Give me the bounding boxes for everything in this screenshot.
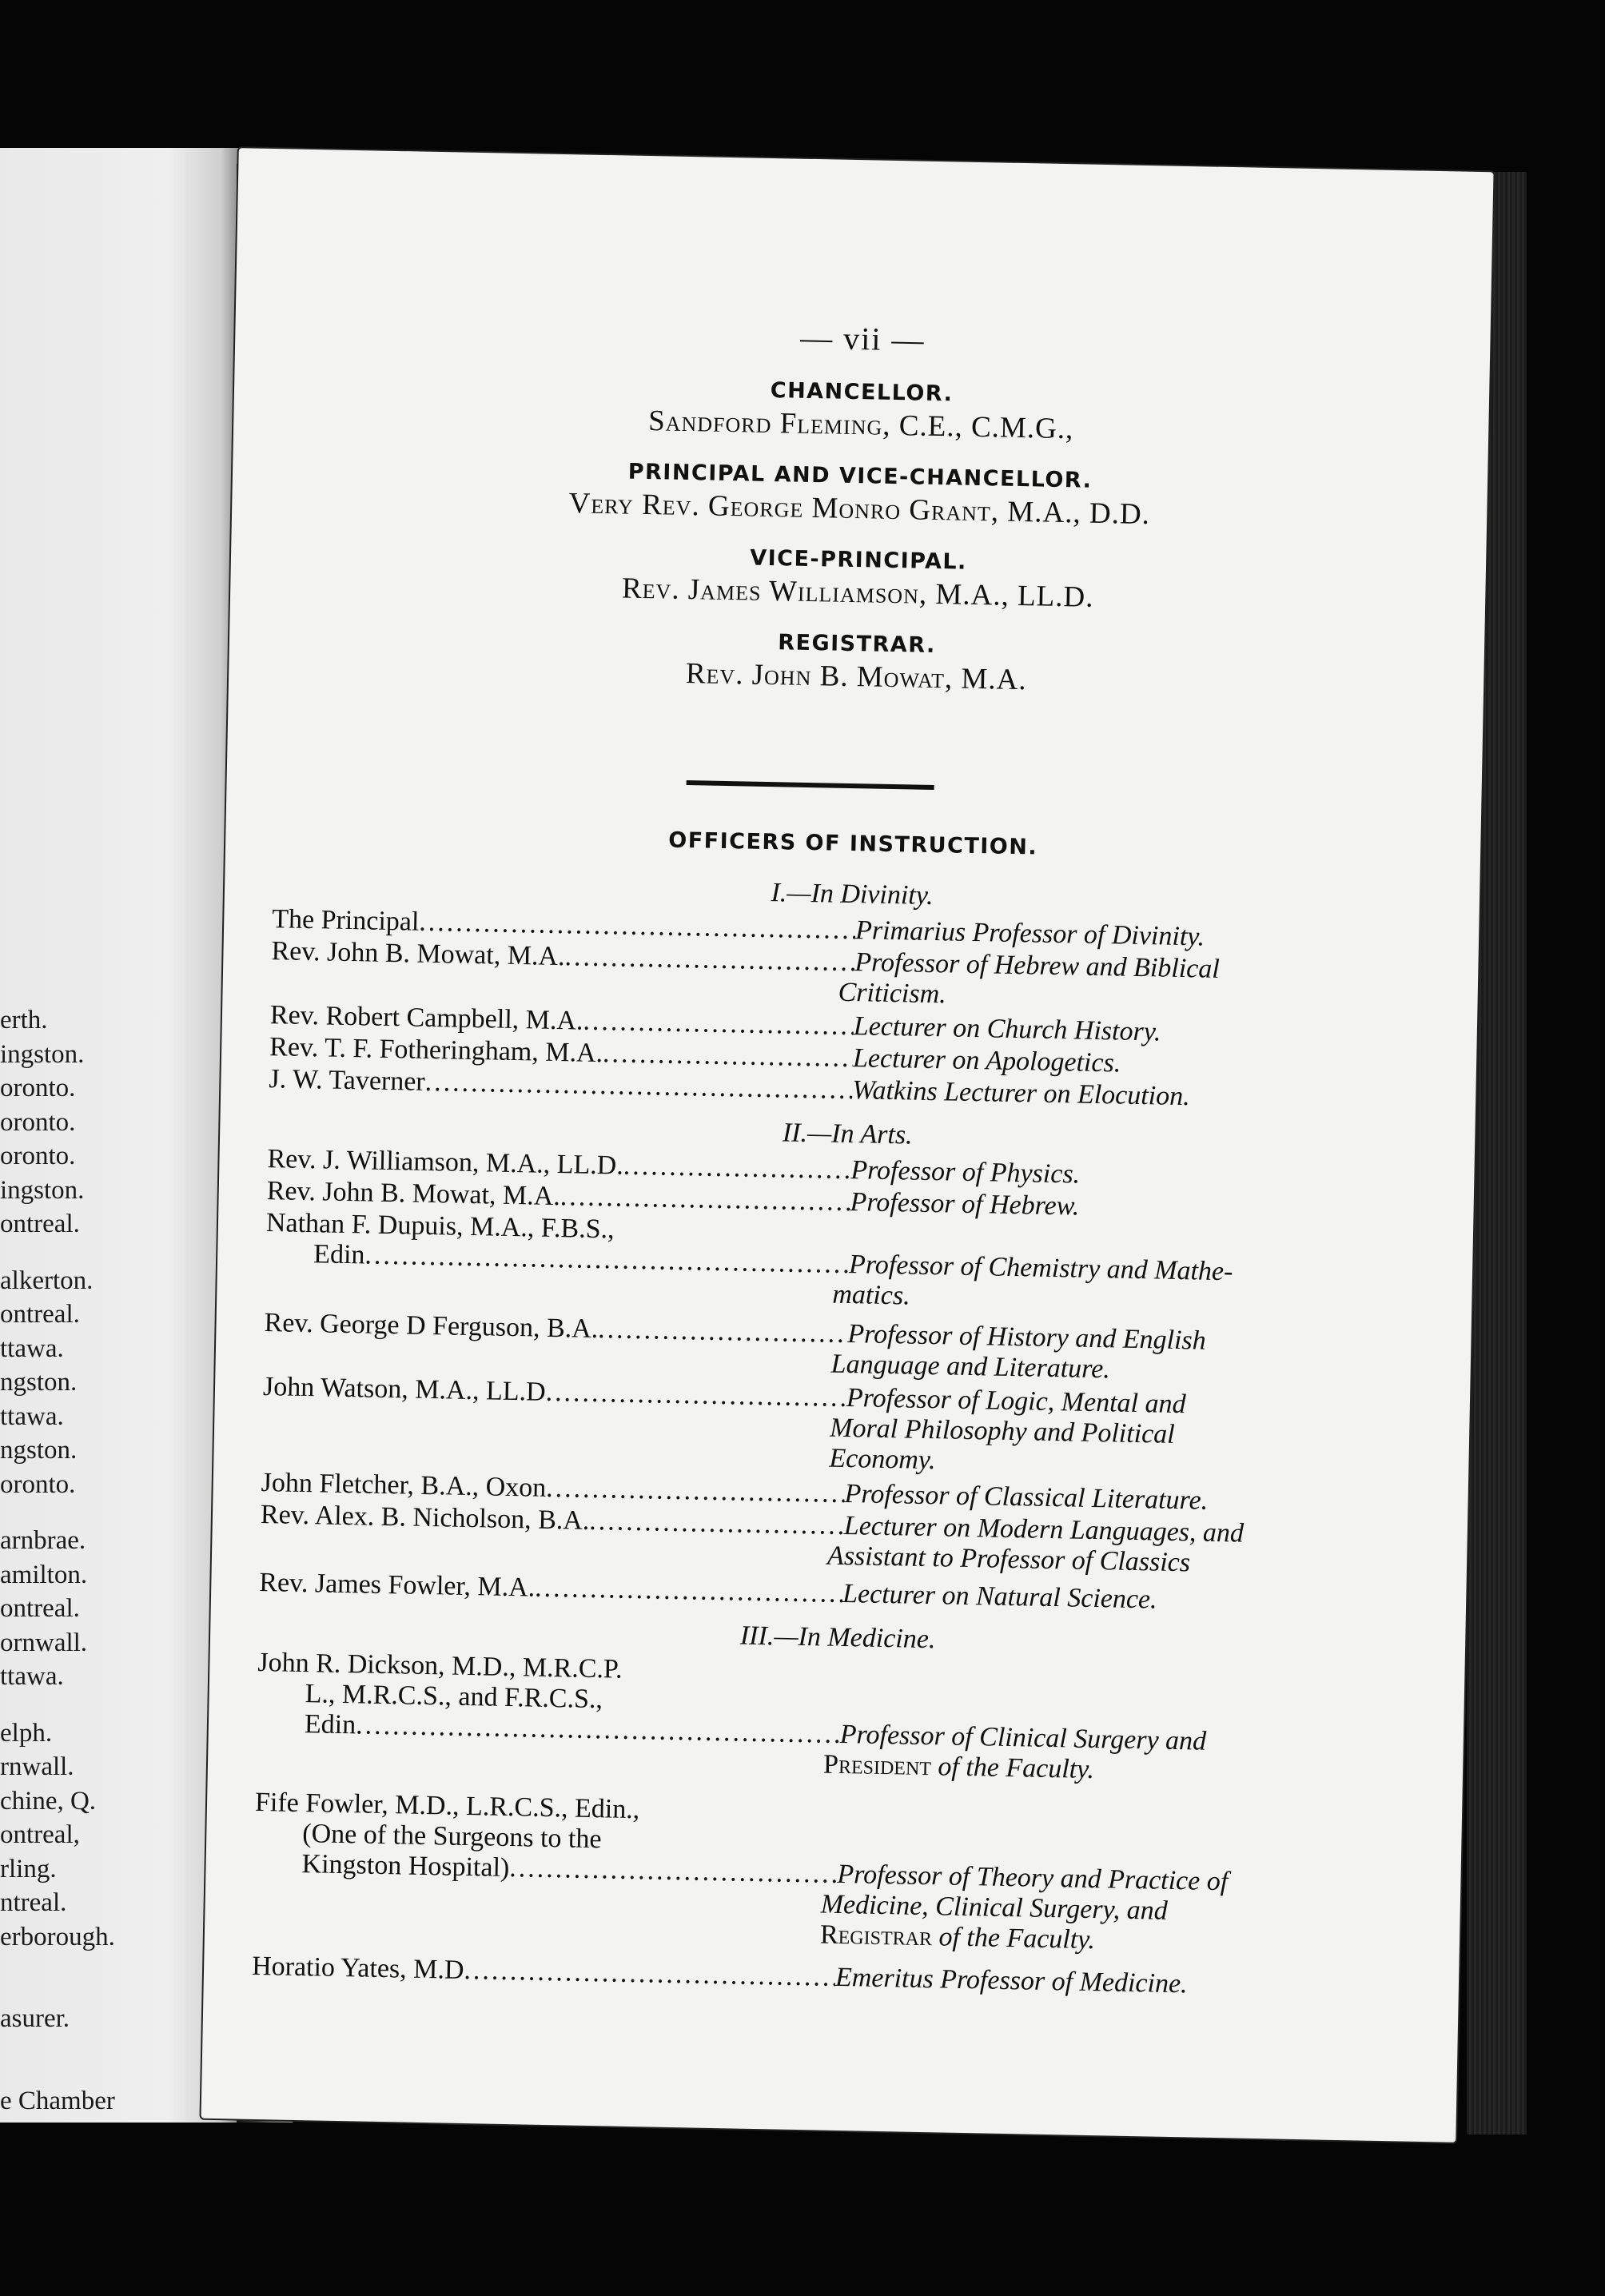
officer-role: Professor of Classical Literature. [844, 1479, 1209, 1516]
officer-name: Rev. J. Williamson, M.A., LL.D. [267, 1144, 624, 1181]
section-arts-title: II.—In Arts. [782, 1118, 913, 1150]
officer-name: Rev. John B. Mowat, M.A. [266, 1176, 561, 1212]
fragment: ingston. [0, 1175, 85, 1205]
officer-role: Professor of Physics. [850, 1155, 1081, 1190]
fragment: ontreal. [0, 1210, 80, 1238]
fragment: ntreal. [0, 1888, 67, 1917]
divider-rule [687, 780, 934, 790]
officer-role-continued: of the Faculty. [938, 1922, 1096, 1955]
fragment: e Chamber [0, 2086, 115, 2115]
officer-name-line: Nathan F. Dupuis, M.A., F.B.S., [265, 1208, 615, 1245]
officer-role: Professor of Clinical Surgery and [839, 1719, 1207, 1756]
officer-name-line: Fife Fowler, M.D., L.R.C.S., Edin., [254, 1787, 640, 1825]
officer-name-line: John R. Dickson, M.D., M.R.C.P. [257, 1647, 623, 1684]
officer-role: Professor of Hebrew. [850, 1187, 1080, 1222]
officer-role-continued: Medicine, Clinical Surgery, and [820, 1889, 1169, 1926]
officer-role-continued: Assistant to Professor of Classics [826, 1541, 1191, 1578]
section-divinity-title: I.—In Divinity. [771, 878, 934, 911]
officer-role: Lecturer on Modern Languages, and [843, 1511, 1245, 1549]
officer-role-continued: Moral Philosophy and Political [829, 1413, 1176, 1449]
fragment: ttawa. [0, 1662, 64, 1691]
fragment: erth. [0, 1006, 48, 1034]
officer-role: Emeritus Professor of Medicine. [834, 1962, 1188, 1999]
officer-role: Primarius Professor of Divinity. [854, 915, 1205, 952]
officer-role: Professor of Theory and Practice of [837, 1859, 1229, 1897]
previous-page-text [0, 1003, 115, 2118]
officer-role-continued: of the Faculty. [938, 1752, 1095, 1785]
chancellor-heading: CHANCELLOR. [770, 377, 954, 407]
officer-role: Professor of Logic, Mental and [846, 1383, 1186, 1420]
officer-name: John Watson, M.A., LL.D [262, 1372, 546, 1407]
fragment: elph. [0, 1718, 53, 1748]
fragment: erborough. [0, 1922, 115, 1951]
section-medicine-title: III.—In Medicine. [739, 1620, 936, 1655]
fragment: ontreal. [0, 1300, 80, 1329]
officer-entry [261, 1372, 1326, 1484]
officer-name: Rev. James Fowler, M.A. [259, 1567, 536, 1603]
officer-name: Rev. John B. Mowat, M.A. [271, 936, 565, 972]
officer-role-continued: Economy. [829, 1443, 936, 1476]
fragment: rling. [0, 1854, 57, 1883]
page-number: — vii — [799, 319, 926, 358]
officer-name: Rev. Alex. B. Nicholson, B.A. [260, 1499, 590, 1536]
officer-name: Kingston Hospital) [301, 1849, 510, 1883]
fragment: ngston. [0, 1436, 78, 1465]
officer-role: Lecturer on Apologetics. [852, 1043, 1121, 1078]
principal-name: Very Rev. George Monro Grant, M.A., D.D. [568, 487, 1151, 532]
officer-entry [265, 1208, 1329, 1320]
principal-heading: PRINCIPAL AND VICE-CHANCELLOR. [627, 459, 1093, 493]
vice-principal-name: Rev. James Williamson, M.A., LL.D. [621, 572, 1094, 614]
officer-entry [253, 1788, 1318, 1959]
officer-title: President [822, 1749, 932, 1782]
registrar-heading: REGISTRAR. [777, 630, 937, 659]
fragment: chine, Q. [0, 1786, 97, 1816]
officer-name-line: (One of the Surgeons to the [301, 1819, 602, 1855]
officer-name: J. W. Taverner [269, 1064, 426, 1097]
officer-title: Registrar [819, 1919, 933, 1952]
officer-role: Professor of History and English [847, 1319, 1207, 1356]
fragment: ttawa. [0, 1401, 64, 1431]
fragment: ttawa. [0, 1333, 64, 1363]
fragment: asurer. [0, 2004, 70, 2033]
officer-role: Professor of Chemistry and Mathe- [848, 1250, 1233, 1287]
chancellor-name: Sandford Fleming, C.E., C.M.G., [647, 405, 1074, 446]
officer-name-line: L., M.R.C.S., and F.R.C.S., [305, 1679, 603, 1715]
fragment: ontreal, [0, 1820, 80, 1849]
registrar-name: Rev. John B. Mowat, M.A. [685, 657, 1027, 697]
officers-heading: OFFICERS OF INSTRUCTION. [668, 827, 1038, 860]
page [201, 148, 1493, 2143]
page-content [239, 148, 1494, 1999]
officer-role: Watkins Lecturer on Elocution. [851, 1075, 1191, 1112]
officer-role-continued: matics. [832, 1279, 911, 1311]
officer-name: Edin [304, 1709, 356, 1740]
officer-entry [256, 1648, 1321, 1790]
officer-role: Professor of Hebrew and Biblical [854, 947, 1221, 984]
fragment: amilton. [0, 1560, 88, 1589]
officer-name: The Principal [271, 904, 420, 937]
fragment: oronto. [0, 1074, 76, 1102]
officer-name: Rev. Robert Campbell, M.A. [269, 1000, 583, 1036]
officer-role-continued: Language and Literature. [830, 1349, 1111, 1385]
officer-role-continued: Criticism. [838, 977, 947, 1010]
fragment: oronto. [0, 1142, 76, 1170]
vice-principal-heading: VICE-PRINCIPAL. [749, 545, 968, 575]
previous-page [0, 148, 240, 2123]
fragment: arnbrae. [0, 1526, 86, 1555]
fragment: rnwall. [0, 1752, 74, 1781]
officer-name: Rev. George D Ferguson, B.A. [264, 1308, 599, 1345]
fragment: ngston. [0, 1368, 78, 1397]
officer-name: Edin [313, 1239, 365, 1270]
fragment: ornwall. [0, 1628, 88, 1657]
officer-role: Lecturer on Natural Science. [842, 1578, 1157, 1615]
fragment: alkerton. [0, 1266, 94, 1295]
officer-role: Lecturer on Church History. [853, 1011, 1161, 1047]
fragment: oronto. [0, 1107, 76, 1137]
officer-name: John Fletcher, B.A., Oxon [261, 1468, 547, 1503]
officer-name: Horatio Yates, M.D [251, 1951, 464, 1985]
fragment: ingston. [0, 1039, 85, 1069]
officer-entry [252, 1951, 1315, 2003]
officer-name: Rev. T. F. Fotheringham, M.A. [269, 1032, 603, 1069]
fragment: oronto. [0, 1469, 76, 1499]
fragment: ontreal. [0, 1594, 80, 1623]
